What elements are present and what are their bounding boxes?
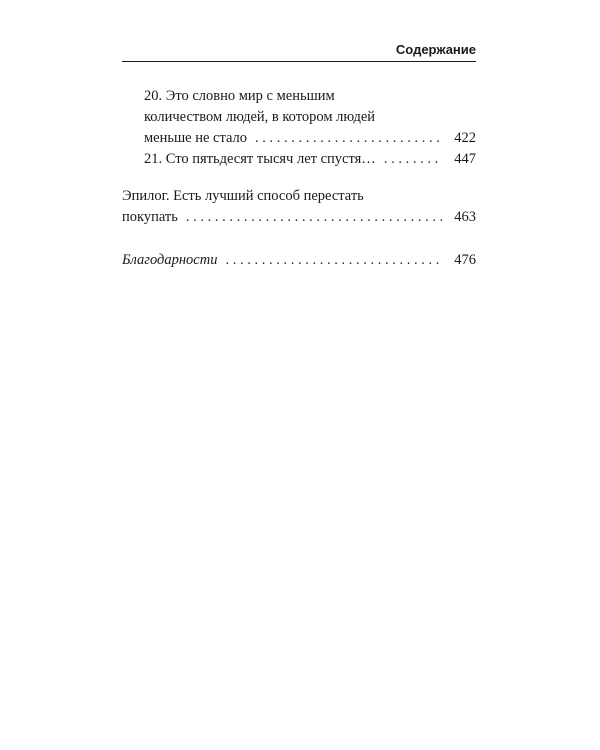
- toc-entry-last-line: [144, 149, 476, 170]
- toc-entry-chapter-20[interactable]: [144, 86, 476, 149]
- toc-entry-line: 20. Это словно мир с меньшим: [144, 88, 335, 104]
- header-rule: [122, 61, 476, 62]
- dot-leader: [384, 149, 442, 170]
- toc-entry-line: Эпилог. Есть лучший способ перестать: [122, 188, 364, 204]
- toc-entry-line: Благодарности: [122, 252, 218, 268]
- toc-entry-line: покупать: [122, 209, 178, 225]
- toc-entry-line: количеством людей, в котором людей: [144, 109, 376, 125]
- dot-leader: [186, 207, 442, 228]
- running-header-title: Содержание: [395, 42, 476, 57]
- toc-page-number: 447: [454, 151, 476, 167]
- toc-entry-last-line: [144, 128, 476, 149]
- toc-entry-epilogue[interactable]: [122, 186, 476, 228]
- toc-entry-acknowledgements[interactable]: [122, 250, 476, 271]
- dot-leader: [225, 250, 442, 271]
- toc-page-number: 476: [454, 252, 476, 268]
- toc-entry-last-line: [122, 250, 476, 271]
- toc-page-number: 422: [454, 130, 476, 146]
- toc-entry-line: меньше не стало: [144, 130, 248, 146]
- toc-entry-last-line: [122, 207, 476, 228]
- toc-entry-chapter-21[interactable]: [144, 149, 476, 170]
- toc-page-number: 463: [454, 209, 476, 225]
- table-of-contents: [122, 86, 476, 271]
- dot-leader: [255, 128, 442, 149]
- toc-entry-line: 21. Сто пятьдесят тысяч лет спустя…: [144, 151, 376, 167]
